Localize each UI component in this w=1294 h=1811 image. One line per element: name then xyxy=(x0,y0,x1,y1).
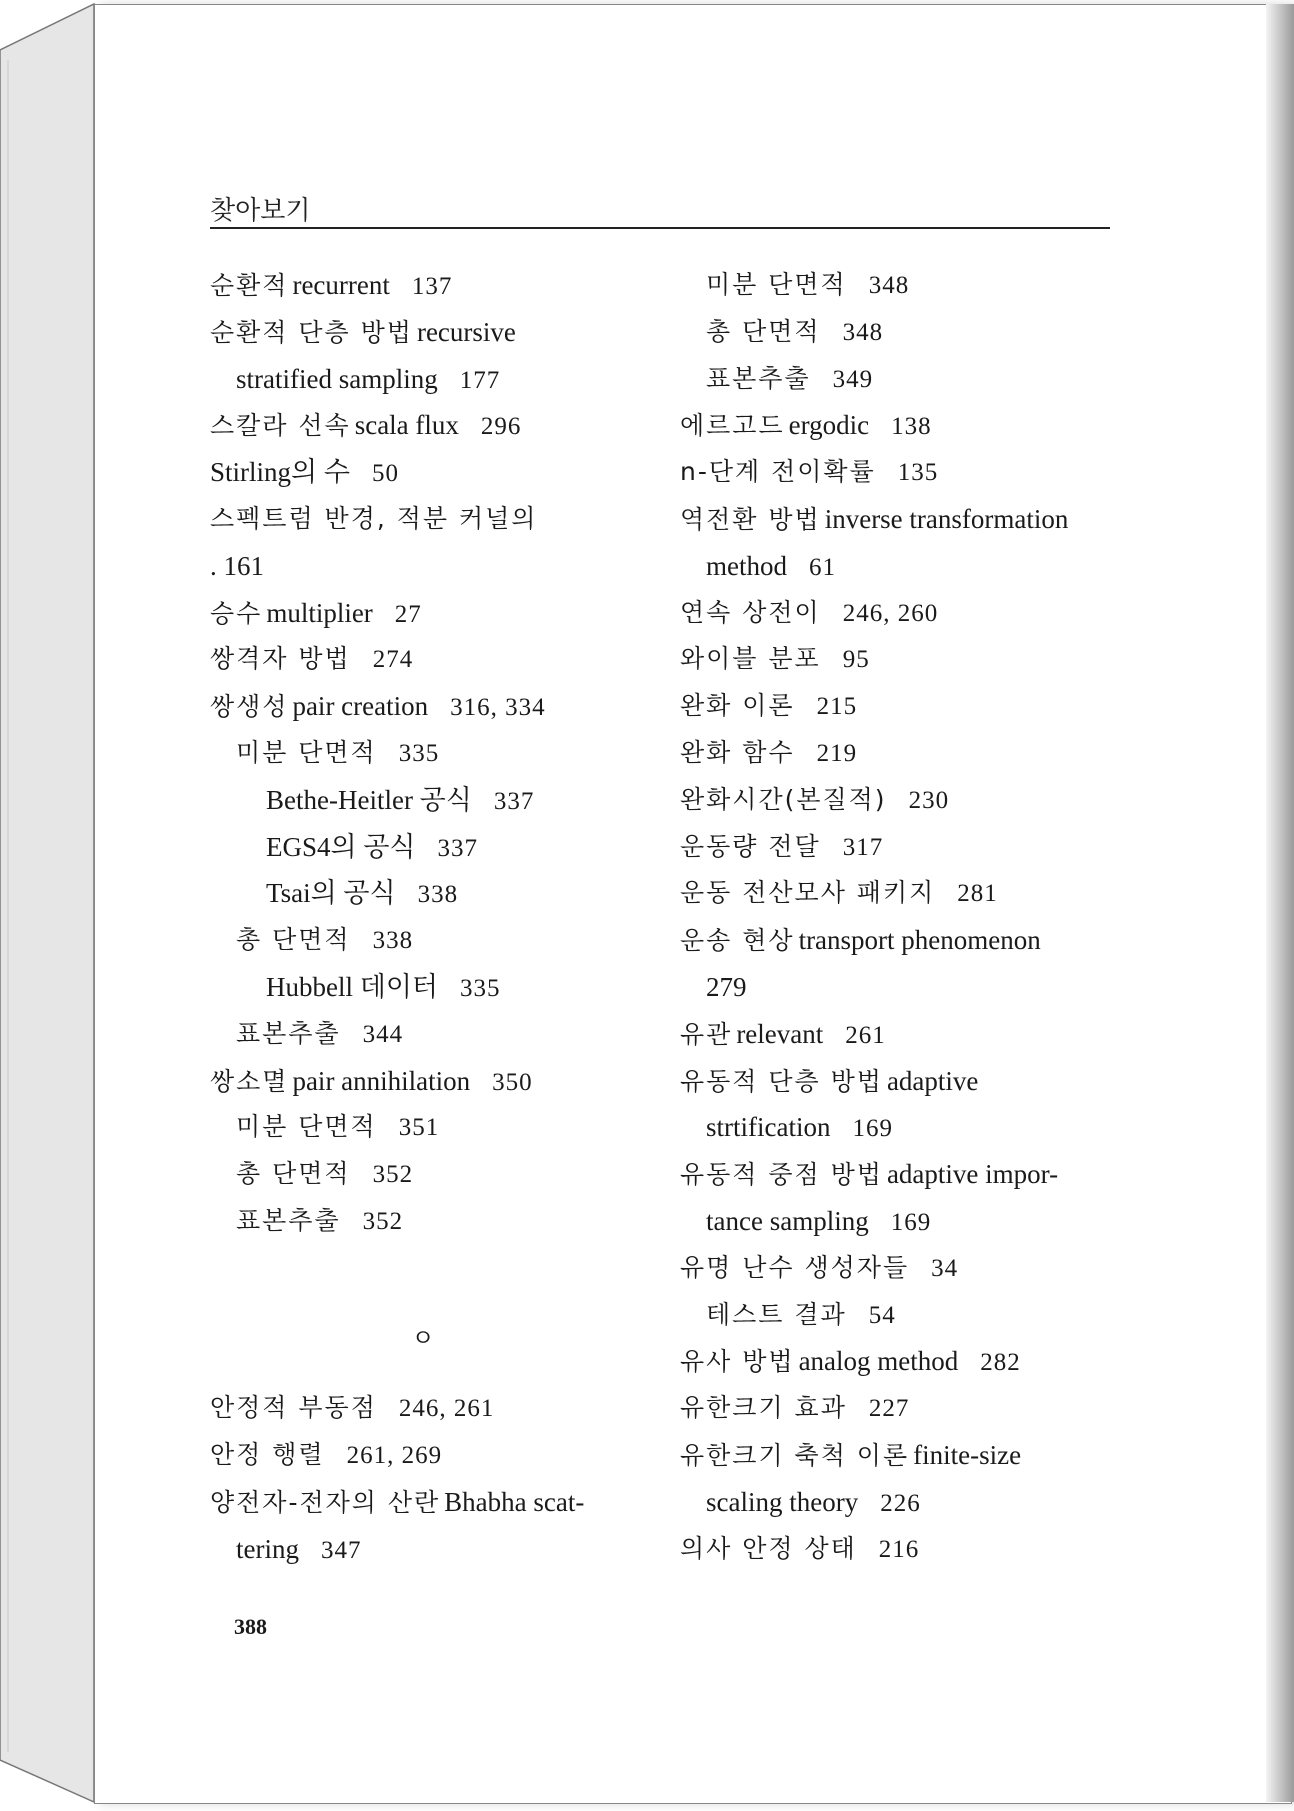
index-entry-english: scala flux xyxy=(354,410,459,441)
index-entry-english: inverse transformation xyxy=(824,503,1069,534)
index-entry-pages: 335 xyxy=(398,739,440,767)
index-entry-term: 유관 xyxy=(680,1019,733,1049)
index-entry-term: 유명 난수 생성자들 xyxy=(680,1252,910,1282)
index-entry-english: relevant xyxy=(736,1018,824,1049)
index-entry-english: stratified sampling xyxy=(236,363,438,394)
index-entry-term: 순환적 단층 방법 xyxy=(210,317,413,347)
index-entry xyxy=(210,356,670,403)
index-entry-term: 미분 단면적 xyxy=(236,737,377,767)
index-entry xyxy=(680,1245,1130,1292)
index-entry-english: recurrent xyxy=(292,270,390,300)
page-number: 388 xyxy=(234,1614,267,1639)
index-entry-term: 테스트 결과 xyxy=(706,1299,847,1329)
index-entry xyxy=(680,1479,1130,1526)
index-entry-term: 쌍생성 xyxy=(210,692,289,722)
index-entry xyxy=(210,262,670,309)
index-entry xyxy=(210,683,670,730)
index-entry xyxy=(210,1151,670,1198)
index-entry xyxy=(210,777,670,824)
index-entry-pages: 348 xyxy=(868,272,910,299)
index-entry xyxy=(210,449,670,496)
index-entry-pages: 348 xyxy=(842,318,884,346)
index-entry-english: adaptive xyxy=(886,1065,979,1096)
index-entry-pages: 351 xyxy=(398,1114,440,1142)
index-entry xyxy=(680,1058,1130,1105)
index-entry-term: 운동 전산모사 패키지 xyxy=(680,878,936,908)
index-entry xyxy=(680,1104,1130,1151)
index-entry xyxy=(680,1526,1130,1573)
index-entry xyxy=(210,1011,670,1058)
index-entry-pages: 337 xyxy=(493,787,535,815)
index-entry-term: 승수 xyxy=(210,598,263,628)
index-entry xyxy=(680,730,1130,777)
index-entry-pages: 274 xyxy=(372,646,414,674)
index-entry xyxy=(680,356,1130,403)
index-entry-term: 총 단면적 xyxy=(706,316,821,346)
index-entry-term: 에르고드 xyxy=(680,411,785,441)
index-entry-term: 총 단면적 xyxy=(236,1159,351,1189)
index-entry-pages: 246, 260 xyxy=(842,599,939,627)
index-column-left xyxy=(210,262,670,1572)
index-entry-english: ergodic xyxy=(788,410,870,441)
index-entry-english: Stirling의 수 xyxy=(210,457,350,488)
index-entry-pages: 61 xyxy=(809,553,836,581)
index-entry xyxy=(680,1198,1130,1245)
index-entry xyxy=(680,590,1130,637)
index-entry xyxy=(210,590,670,637)
index-entry-pages: 50 xyxy=(371,460,399,488)
index-entry-term: 쌍소멸 xyxy=(210,1066,289,1096)
index-entry-term: 유한크기 효과 xyxy=(680,1393,847,1423)
index-entry-term: 순환적 xyxy=(210,271,289,300)
index-entry xyxy=(210,730,670,777)
index-entry-term: 와이블 분포 xyxy=(680,644,821,674)
index-entry-pages: 226 xyxy=(880,1489,921,1517)
index-entry-english: transport phenomenon xyxy=(798,925,1041,956)
index-entry-pages: 138 xyxy=(891,413,932,441)
index-entry-pages: 95 xyxy=(842,646,870,674)
section-spacer xyxy=(210,1245,670,1292)
index-entry-term: 표본추출 xyxy=(236,1205,341,1235)
index-entry-term: 스칼라 선속 xyxy=(210,411,351,441)
index-entry xyxy=(680,449,1130,496)
index-entry xyxy=(210,824,670,871)
index-entry-pages: 34 xyxy=(931,1254,959,1282)
index-entry xyxy=(210,964,670,1011)
index-entry-term: 의사 안정 상태 xyxy=(680,1533,857,1563)
index-entry-english: multiplier xyxy=(266,597,373,628)
index-entry-pages: 316, 334 xyxy=(450,694,546,722)
index-entry xyxy=(680,1151,1130,1198)
index-entry-english: method xyxy=(706,550,787,581)
index-entry xyxy=(680,543,1130,590)
index-entry xyxy=(680,262,1130,309)
index-entry-pages: 137 xyxy=(411,273,453,300)
index-entry xyxy=(210,1198,670,1245)
index-entry-pages: 317 xyxy=(842,833,884,861)
index-entry xyxy=(680,402,1130,449)
index-entry-pages: 169 xyxy=(852,1115,893,1143)
index-entry-term: 완화 함수 xyxy=(680,737,795,767)
index-entry-pages: 281 xyxy=(957,880,998,908)
index-entry xyxy=(210,1104,670,1151)
index-entry xyxy=(680,964,1130,1011)
index-entry xyxy=(680,917,1130,964)
index-entry-pages: 169 xyxy=(890,1208,932,1236)
index-entry-pages: 344 xyxy=(362,1020,404,1048)
index-entry-pages: 135 xyxy=(897,459,939,487)
index-entry-english: pair annihilation xyxy=(292,1065,471,1096)
index-entry xyxy=(680,309,1130,356)
index-entry xyxy=(680,1338,1130,1385)
index-entry xyxy=(210,1526,670,1573)
index-entry xyxy=(210,636,670,683)
index-entry-pages: 27 xyxy=(394,600,422,628)
index-entry xyxy=(210,1385,670,1432)
index-entry-pages: 227 xyxy=(868,1395,910,1423)
index-entry-english: Hubbell 데이터 xyxy=(266,971,438,1002)
index-entry-term: 스펙트럼 반경, 적분 커널의 xyxy=(210,503,538,533)
index-entry xyxy=(680,870,1130,917)
index-entry xyxy=(210,309,670,356)
index-entry-pages: 230 xyxy=(908,786,950,814)
index-entry-english: 279 xyxy=(706,971,747,1002)
index-entry xyxy=(680,496,1130,543)
header-rule xyxy=(210,227,1110,229)
index-entry-english: strtification xyxy=(706,1112,831,1143)
page-header-title: 찾아보기 xyxy=(210,196,311,226)
index-entry xyxy=(680,824,1130,871)
index-entry-pages: 177 xyxy=(459,366,501,394)
index-entry-pages: 350 xyxy=(492,1068,533,1096)
index-entry xyxy=(210,870,670,917)
index-entry-pages: 261 xyxy=(845,1021,886,1049)
index-entry-english: adaptive impor- xyxy=(886,1159,1059,1190)
index-entry-pages: 246, 261 xyxy=(398,1395,495,1423)
index-entry-pages: 349 xyxy=(832,365,874,393)
index-entry-term: n-단계 전이확률 xyxy=(680,457,876,487)
index-entry-term: 연속 상전이 xyxy=(680,597,821,627)
index-entry-pages: 261, 269 xyxy=(346,1441,443,1469)
index-entry-english: Bhabha scat- xyxy=(444,1486,585,1517)
index-entry-term: 안정적 부동점 xyxy=(210,1393,377,1423)
index-entry-pages: 338 xyxy=(417,881,459,909)
index-entry-term: 유동적 단층 방법 xyxy=(680,1066,883,1096)
index-entry-term: 역전환 방법 xyxy=(680,504,821,534)
index-entry-term: 미분 단면적 xyxy=(706,270,847,299)
index-entry-pages: 352 xyxy=(372,1161,414,1189)
index-entry-pages: 282 xyxy=(980,1349,1021,1377)
index-column-right xyxy=(680,262,1130,1572)
index-entry-term: 표본추출 xyxy=(706,363,811,393)
index-entry-english: tance sampling xyxy=(706,1205,869,1236)
index-entry-term: 양전자-전자의 산란 xyxy=(210,1487,441,1517)
index-entry xyxy=(680,777,1130,824)
index-entry-english: tering xyxy=(236,1533,299,1564)
index-entry-pages: 216 xyxy=(878,1535,920,1563)
index-entry-english: scaling theory xyxy=(706,1486,859,1517)
index-entry-term: 유한크기 축척 이론 xyxy=(680,1440,910,1470)
index-entry-term: 쌍격자 방법 xyxy=(210,644,351,674)
index-entry xyxy=(210,1058,670,1105)
index-entry-term: 운송 현상 xyxy=(680,926,795,956)
index-entry xyxy=(680,1432,1130,1479)
index-entry-term: 유동적 중점 방법 xyxy=(680,1160,883,1190)
index-entry xyxy=(210,1432,670,1479)
index-entry-term: 운동량 전달 xyxy=(680,831,821,861)
index-entry xyxy=(210,917,670,964)
index-entry-pages: 335 xyxy=(459,974,501,1002)
index-entry-english: finite-size xyxy=(913,1439,1022,1470)
index-entry-term: 완화 이론 xyxy=(680,691,795,721)
index-entry-pages: 215 xyxy=(816,693,858,721)
index-entry-english: . 161 xyxy=(210,550,264,581)
index-entry xyxy=(680,1385,1130,1432)
index-entry-term: 총 단면적 xyxy=(236,925,351,955)
index-entry-english: pair creation xyxy=(292,691,429,722)
index-entry-pages: 338 xyxy=(372,927,414,955)
index-entry xyxy=(210,402,670,449)
index-entry-pages: 337 xyxy=(437,834,479,862)
page-edge-shadow xyxy=(1266,4,1294,1802)
index-entry-english: analog method xyxy=(798,1346,959,1377)
index-entry-term: 유사 방법 xyxy=(680,1347,795,1377)
index-entry-pages: 296 xyxy=(480,413,522,441)
index-entry xyxy=(680,1011,1130,1058)
index-entry-pages: 352 xyxy=(362,1207,404,1235)
index-entry-term: 완화시간(본질적) xyxy=(680,784,887,814)
index-entry xyxy=(210,543,670,590)
index-entry-english: Bethe-Heitler 공식 xyxy=(266,784,472,815)
index-entry xyxy=(680,636,1130,683)
index-entry-english: EGS4의 공식 xyxy=(266,831,416,862)
index-entry xyxy=(210,1479,670,1526)
index-entry xyxy=(210,496,670,543)
index-entry xyxy=(680,683,1130,730)
index-entry-term: 안정 행렬 xyxy=(210,1439,325,1469)
index-entry-english: Tsai의 공식 xyxy=(266,878,396,909)
index-entry-term: 미분 단면적 xyxy=(236,1112,377,1142)
index-entry-english: recursive xyxy=(416,316,516,347)
index-entry-pages: 347 xyxy=(320,1536,362,1564)
index-entry-pages: 54 xyxy=(868,1301,896,1329)
index-entry-pages: 219 xyxy=(816,739,858,767)
section-letter: ㅇ xyxy=(411,1323,435,1352)
index-entry-term: 표본추출 xyxy=(236,1018,341,1048)
index-entry xyxy=(680,1292,1130,1339)
